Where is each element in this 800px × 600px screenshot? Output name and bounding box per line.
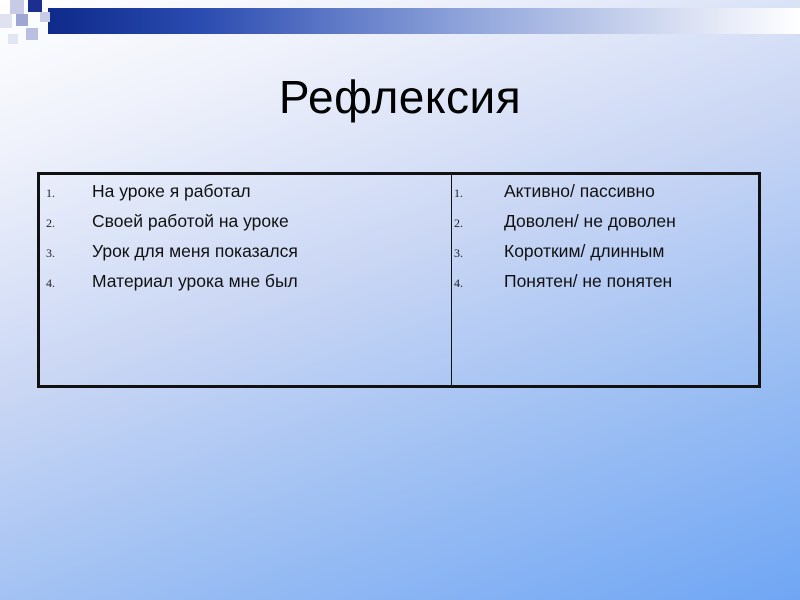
deco-square: [10, 0, 24, 14]
list-item: [452, 211, 758, 241]
deco-square: [0, 14, 12, 28]
deco-square: [28, 0, 42, 12]
item-text: Своей работой на уроке: [92, 211, 289, 231]
deco-square: [8, 34, 18, 44]
slide-title: Рефлексия: [278, 71, 522, 123]
item-text: Урок для меня показался: [92, 241, 298, 261]
decorative-squares: [0, 0, 60, 50]
item-number: 3.: [454, 246, 463, 260]
table-column-right: [452, 175, 758, 385]
list-item: [40, 271, 451, 301]
item-number: 4.: [454, 276, 463, 290]
list-item: [40, 241, 451, 271]
table-column-left: [40, 175, 452, 385]
item-number: 4.: [46, 276, 55, 290]
item-text: Понятен/ не понятен: [504, 271, 673, 291]
deco-square: [26, 28, 38, 40]
list-item: [452, 181, 758, 211]
item-text: Коротким/ длинным: [504, 241, 665, 261]
item-number: 1.: [46, 186, 55, 200]
item-text: Материал урока мне был: [92, 271, 298, 291]
item-number: 1.: [454, 186, 463, 200]
list-item: [40, 181, 451, 211]
list-item: [452, 241, 758, 271]
deco-square: [40, 12, 50, 22]
item-number: 2.: [454, 216, 463, 230]
item-number: 2.: [46, 216, 55, 230]
header-band: [48, 8, 800, 34]
item-text: На уроке я работал: [92, 181, 251, 201]
deco-square: [16, 14, 28, 26]
list-item: [452, 271, 758, 301]
reflection-table: [37, 172, 761, 388]
item-text: Активно/ пассивно: [504, 181, 655, 201]
item-text: Доволен/ не доволен: [504, 211, 676, 231]
list-item: [40, 211, 451, 241]
item-number: 3.: [46, 246, 55, 260]
